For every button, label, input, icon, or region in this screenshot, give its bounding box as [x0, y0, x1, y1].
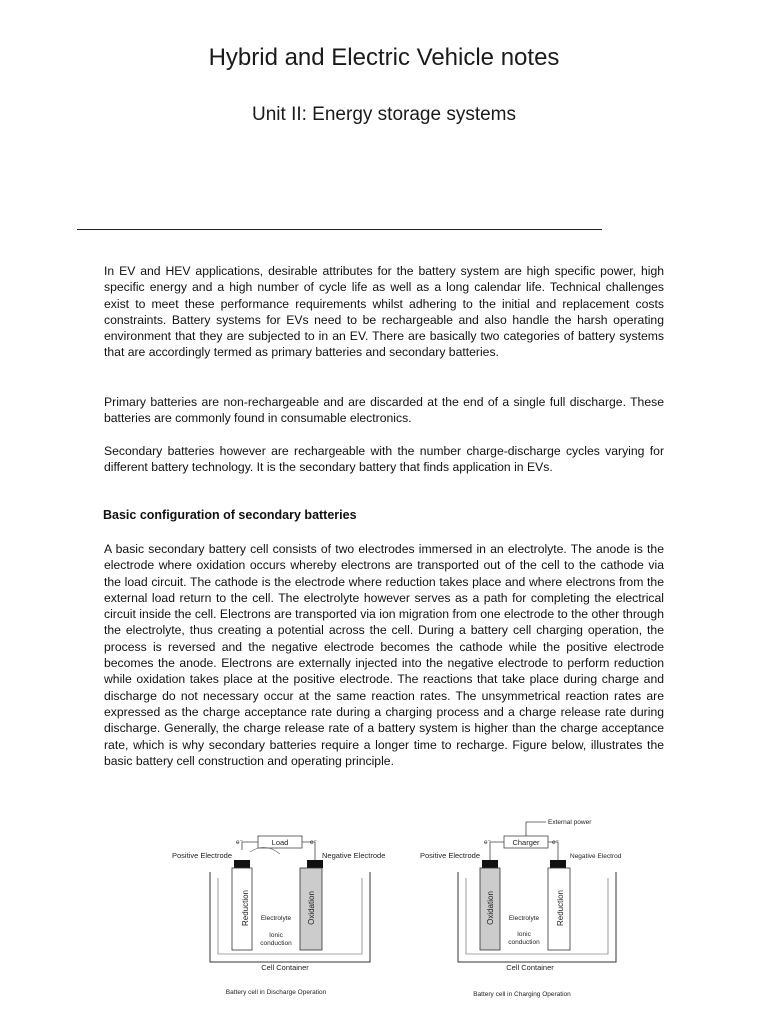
wire-left	[490, 842, 504, 860]
conduction-label: conduction	[508, 939, 540, 946]
paragraph-primary-batteries: Primary batteries are non-rechargeable and are discarded at the end of a single full discharge. These batteries are commonly found in consumable electronics.	[104, 395, 664, 426]
unit-subtitle: Unit II: Energy storage systems	[252, 104, 516, 125]
charging-diagram	[418, 814, 658, 1004]
electrolyte-label: Electrolyte	[260, 915, 292, 922]
positive-terminal	[482, 860, 498, 868]
charging-caption: Battery cell in Charging Operation	[473, 991, 571, 998]
ionic-label: Ionic	[269, 932, 283, 939]
positive-electrode-label: Positive Electrode	[172, 851, 233, 860]
ionic-label: Ionic	[517, 931, 531, 938]
charger-label: Charger	[512, 838, 540, 847]
paragraph-intro: In EV and HEV applications, desirable attributes for the battery system are high specific power, high specific energy and a high number of cycle life as well as a long calendar life. Technical challenges exist to meet these performance requirements whilst adhering to the initial and replacement costs constraints. Battery systems for EVs need to be rechargeable and also handle the harsh operating environment that they are subjected to in an EV. There are basically two categories of battery systems that are accordingly termed as primary batteries and secondary batteries.	[104, 264, 664, 360]
electron-left-label: e⁻	[484, 839, 492, 846]
discharge-caption: Battery cell in Discharge Operation	[225, 989, 327, 996]
negative-electrode-label: Negative Electrod	[570, 853, 622, 860]
conduction-label: conduction	[260, 940, 292, 947]
negative-electrode-label: Negative Electrode	[322, 851, 386, 860]
horizontal-rule	[77, 229, 602, 230]
charging-diagram-svg	[418, 814, 658, 1004]
cell-container-label: Cell Container	[261, 963, 309, 972]
section-heading: Basic configuration of secondary batteries	[103, 508, 357, 522]
oxidation-label: Oxidation	[486, 891, 495, 925]
external-power-lead	[526, 822, 546, 836]
negative-terminal	[307, 860, 323, 868]
external-power-label: External power	[548, 819, 592, 826]
document-title: Hybrid and Electric Vehicle notes	[208, 44, 560, 71]
reduction-label: Reduction	[241, 889, 250, 927]
oxidation-label: Oxidation	[307, 891, 316, 925]
positive-electrode-label: Positive Electrode	[420, 851, 481, 860]
load-label: Load	[271, 838, 289, 847]
reduction-label: Reduction	[556, 889, 565, 927]
electron-right-label: e⁻	[310, 839, 318, 846]
negative-terminal	[550, 860, 566, 868]
positive-terminal	[234, 860, 250, 868]
electrolyte-label: Electrolyte	[508, 915, 540, 922]
paragraph-basic-configuration: A basic secondary battery cell consists of two electrodes immersed in an electrolyte. The anode is the electrode where oxidation occurs whereby electrons are transported out of the cell to the cathode via the load circuit. The cathode is the electrode where reduction takes place and where electrons from the external load return to the cell. The electrolyte however serves as a path for completing the electrical circuit inside the cell. Electrons are transported via ion migration from one electrode to the other through the electrolyte, thus creating a potential across the cell. During a battery cell charging operation, the process is reversed and the negative electrode becomes the cathode while the positive electrode becomes the anode. Electrons are externally injected into the negative electrode to perform reduction while oxidation takes place at the positive electrode. The reactions that take place during charge and discharge do not necessary occur at the same reaction rates. The unsymmetrical reaction rates are expressed as the charge acceptance rate during a charging process and a charge release rate during discharge. Generally, the charge release rate of a battery system is higher than the charge acceptance rate, which is why secondary batteries require a longer time to recharge. Figure below, illustrates the basic battery cell construction and operating principle.	[104, 542, 664, 768]
cell-container-label: Cell Container	[506, 963, 554, 972]
electron-arrow	[250, 847, 280, 854]
discharge-diagram-svg	[170, 832, 405, 1002]
paragraph-secondary-batteries: Secondary batteries however are rechargeable with the number charge-discharge cycles varying for different battery technology. It is the secondary battery that finds application in EVs.	[104, 444, 664, 475]
electron-left-label: e⁻	[236, 839, 244, 846]
electron-right-label: e⁻	[552, 839, 560, 846]
discharge-diagram	[170, 832, 405, 1002]
